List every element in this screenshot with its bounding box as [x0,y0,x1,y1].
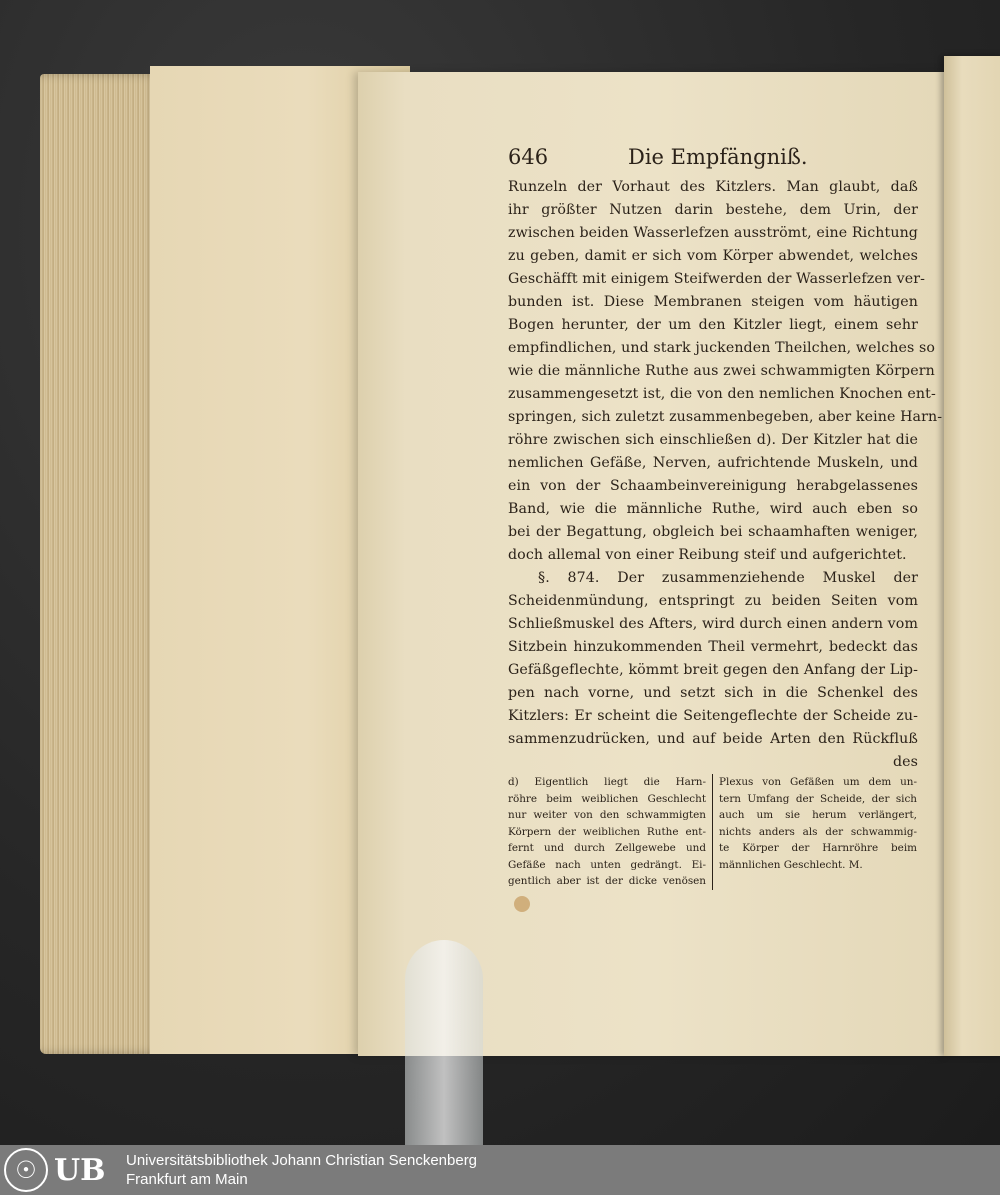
text-line: doch allemal von einer Reibung steif und aufgerichtet. [508,547,907,563]
text-line: Gefäßgeflechte, kömmt breit gegen den Anfang der Lip- [508,662,918,678]
text-line: ihr größter Nutzen darin bestehe, dem Urin, der [508,202,918,218]
text-line: empfindlichen, und stark juckenden Theilchen, welches so [508,340,936,356]
text-line: springen, sich zuletzt zusammenbegeben, aber keine Harn- [508,409,943,425]
running-head-title: Die Empfängniß. [628,145,808,169]
text-line: röhre zwischen sich einschließen d). Der Kitzler hat die [508,432,918,448]
text-line: zusammengesetzt ist, die von den nemlichen Knochen ent- [508,386,936,402]
footnotes [508,774,918,890]
paper-spot [514,896,530,912]
footnote-left-column [508,774,712,890]
seal-icon: ☉ [4,1148,48,1192]
footnote-line: fernt und durch Zellgewebe und [508,842,706,854]
library-name-line1: Universitätsbibliothek Johann Christian Senckenberg [126,1152,478,1169]
footnote-line: nur weiter von den schwammigten [508,809,706,821]
text-line: pen nach vorne, und setzt sich in die Schenkel des [508,685,918,701]
running-header [508,138,918,176]
section-heading-line: §. 874. Der zusammenziehende Muskel der [538,570,918,586]
library-footer [0,1145,1000,1195]
footnote-line: Körpern der weiblichen Ruthe ent- [508,825,706,838]
page-text [508,138,943,774]
text-line: zu geben, damit er sich vom Körper abwendet, welches [508,248,918,264]
text-line: Bogen herunter, der um den Kitzler liegt, einem sehr [508,317,918,333]
page-holder-clip [405,940,483,1145]
text-line: Scheidenmündung, entspringt zu beiden Seiten vom [508,593,918,609]
text-line: Schließmuskel des Afters, wird durch einen andern vom [508,616,918,632]
text-line: zwischen beiden Wasserlefzen ausströmt, eine Richtung [508,225,918,241]
text-line: Geschäfft mit einigem Steifwerden der Wasserlefzen ver- [508,271,926,287]
footnote-line: Gefäße nach unten gedrängt. Ei- [508,858,706,871]
page-number: 646 [508,145,549,169]
library-name [126,1151,477,1189]
library-logo[interactable] [4,1148,116,1192]
text-line: wie die männliche Ruthe aus zwei schwammigten Körpern [508,363,935,379]
footnote-line: männlichen Geschlecht. M. [719,858,863,871]
text-line: Sitzbein hinzukommenden Theil vermehrt, bedeckt das [508,639,918,655]
library-name-line2: Frankfurt am Main [126,1171,248,1188]
next-page-edge [944,56,1000,1056]
text-line: nemlichen Gefäße, Nerven, aufrichtende Muskeln, und [508,455,918,471]
footnote-line: Plexus von Gefäßen um dem un- [719,776,917,788]
paragraph-1 [508,176,943,567]
catchword: des [892,754,918,770]
footnote-right-column [712,774,917,890]
logo-text: UB [54,1152,106,1188]
text-line: bei der Begattung, obgleich bei schaamhaften weniger, [508,524,918,540]
text-line: bunden ist. Diese Membranen steigen vom häutigen [508,294,918,310]
footnote-line: d) Eigentlich liegt die Harn- [508,776,706,788]
text-line: Runzeln der Vorhaut des Kitzlers. Man glaubt, daß [508,179,918,195]
footnote-line: gentlich aber ist der dicke venösen [508,875,706,887]
page-edges [40,74,160,1054]
text-line: Kitzlers: Er scheint die Seitengeflechte der Scheide zu- [508,708,918,724]
section-874 [508,567,918,774]
footnote-line: röhre beim weiblichen Geschlecht [508,792,706,805]
footnote-line: nichts anders als der schwammig- [719,825,917,838]
footnote-line: te Körper der Harnröhre beim [719,842,917,854]
footnote-line: tern Umfang der Scheide, der sich [719,792,917,805]
text-line: Band, wie die männliche Ruthe, wird auch eben so [508,501,918,517]
text-line: sammenzudrücken, und auf beide Arten den Rückfluß [508,731,918,747]
footnote-line: auch um sie herum verlängert, [719,809,917,821]
text-line: ein von der Schaambeinvereinigung herabgelassenes [508,478,918,494]
